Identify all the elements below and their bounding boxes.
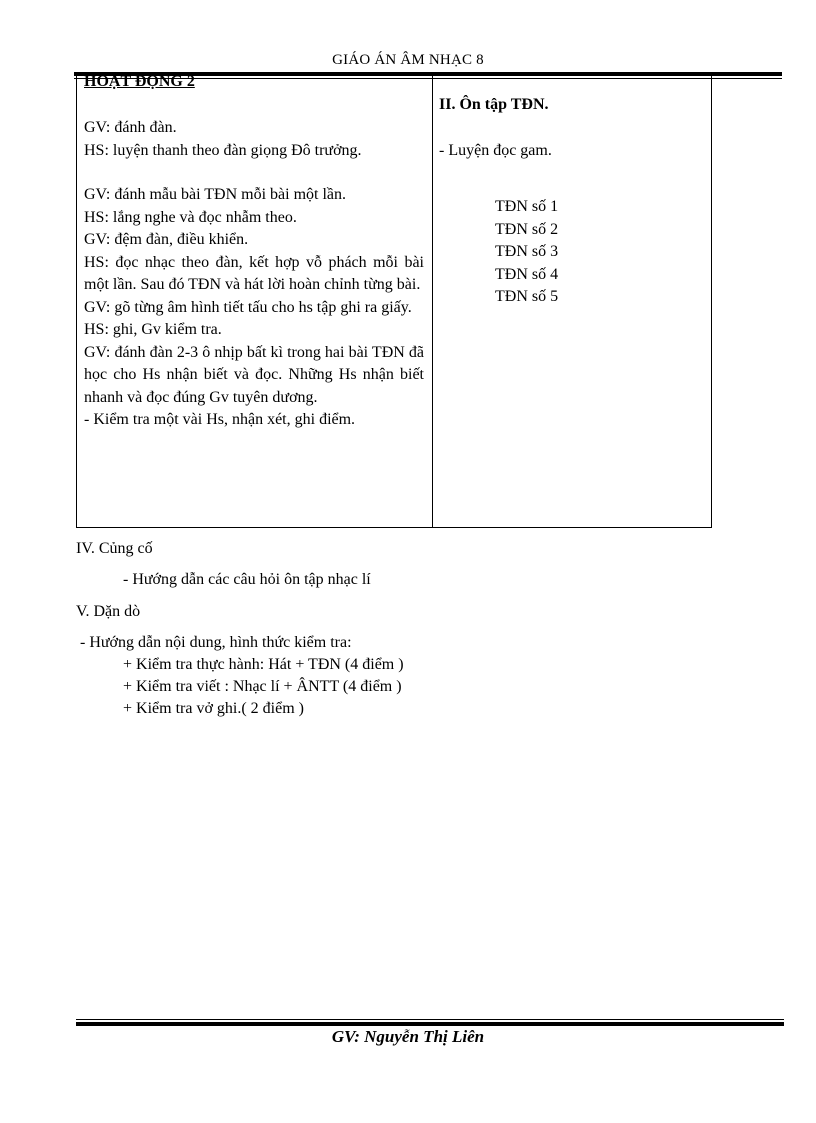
footer-rule-thick [76, 1022, 784, 1026]
teacher-signature: GV: Nguyễn Thị Liên [331, 1027, 485, 1046]
tdn-item: TĐN số 2 [495, 220, 559, 238]
section-5-item: + Kiểm tra thực hành: Hát + TĐN (4 điểm ) [123, 656, 404, 673]
activity-line: GV: đánh đàn 2-3 ô nhịp bất kì trong hai bài TĐN đã học cho Hs nhận biết và đọc. Những Hs nhận biết nhanh và đọc đúng Gv tuyên dương. [84, 343, 424, 406]
activity-heading: HOẠT ĐỘNG 2 [84, 73, 195, 90]
activity-line: HS: ghi, Gv kiểm tra. [84, 321, 222, 338]
content-practice: - Luyện đọc gam. [439, 141, 552, 159]
section-5 [76, 601, 404, 720]
section-4 [76, 538, 371, 591]
content-column [439, 73, 709, 309]
tdn-item: TĐN số 4 [495, 265, 559, 283]
activity-line: GV: đánh đàn. [84, 119, 177, 136]
section-5-title: V. Dặn dò [76, 603, 141, 620]
section-5-item: + Kiểm tra viết : Nhạc lí + ÂNTT (4 điểm ) [123, 678, 402, 695]
footer-rule-thin [76, 1019, 784, 1020]
table-column-divider [432, 73, 433, 527]
tdn-item: TĐN số 5 [495, 288, 559, 305]
activity-column [84, 73, 424, 432]
activity-line: - Kiểm tra một vài Hs, nhận xét, ghi điểm. [84, 411, 356, 428]
activity-line: GV: gõ từng âm hình tiết tấu cho hs tập ghi ra giấy. [84, 298, 412, 316]
section-4-item: - Hướng dẫn các câu hỏi ôn tập nhạc lí [123, 571, 371, 588]
activity-line: GV: đệm đàn, điều khiển. [84, 231, 249, 248]
activity-line: HS: luyện thanh theo đàn giọng Đô trưởng. [84, 141, 362, 159]
section-4-title: IV. Củng cố [76, 540, 153, 557]
activity-line: GV: đánh mẫu bài TĐN mỗi bài một lần. [84, 186, 347, 203]
section-5-intro: - Hướng dẫn nội dung, hình thức kiểm tra: [76, 634, 352, 651]
activity-line: HS: lắng nghe và đọc nhẫm theo. [84, 208, 297, 226]
tdn-item: TĐN số 3 [495, 243, 559, 260]
content-section-title: II. Ôn tập TĐN. [439, 96, 549, 113]
page-header-title: GIÁO ÁN ÂM NHẠC 8 [332, 52, 484, 68]
section-5-item: + Kiểm tra vở ghi.( 2 điểm ) [123, 700, 304, 717]
tdn-item: TĐN số 1 [495, 198, 559, 215]
tdn-list [439, 196, 709, 309]
activity-line: HS: đọc nhạc theo đàn, kết hợp vỗ phách mỗi bài một lần. Sau đó TĐN và hát lời hoàn chỉnh từng bài. [84, 253, 424, 293]
lesson-table [76, 72, 712, 528]
